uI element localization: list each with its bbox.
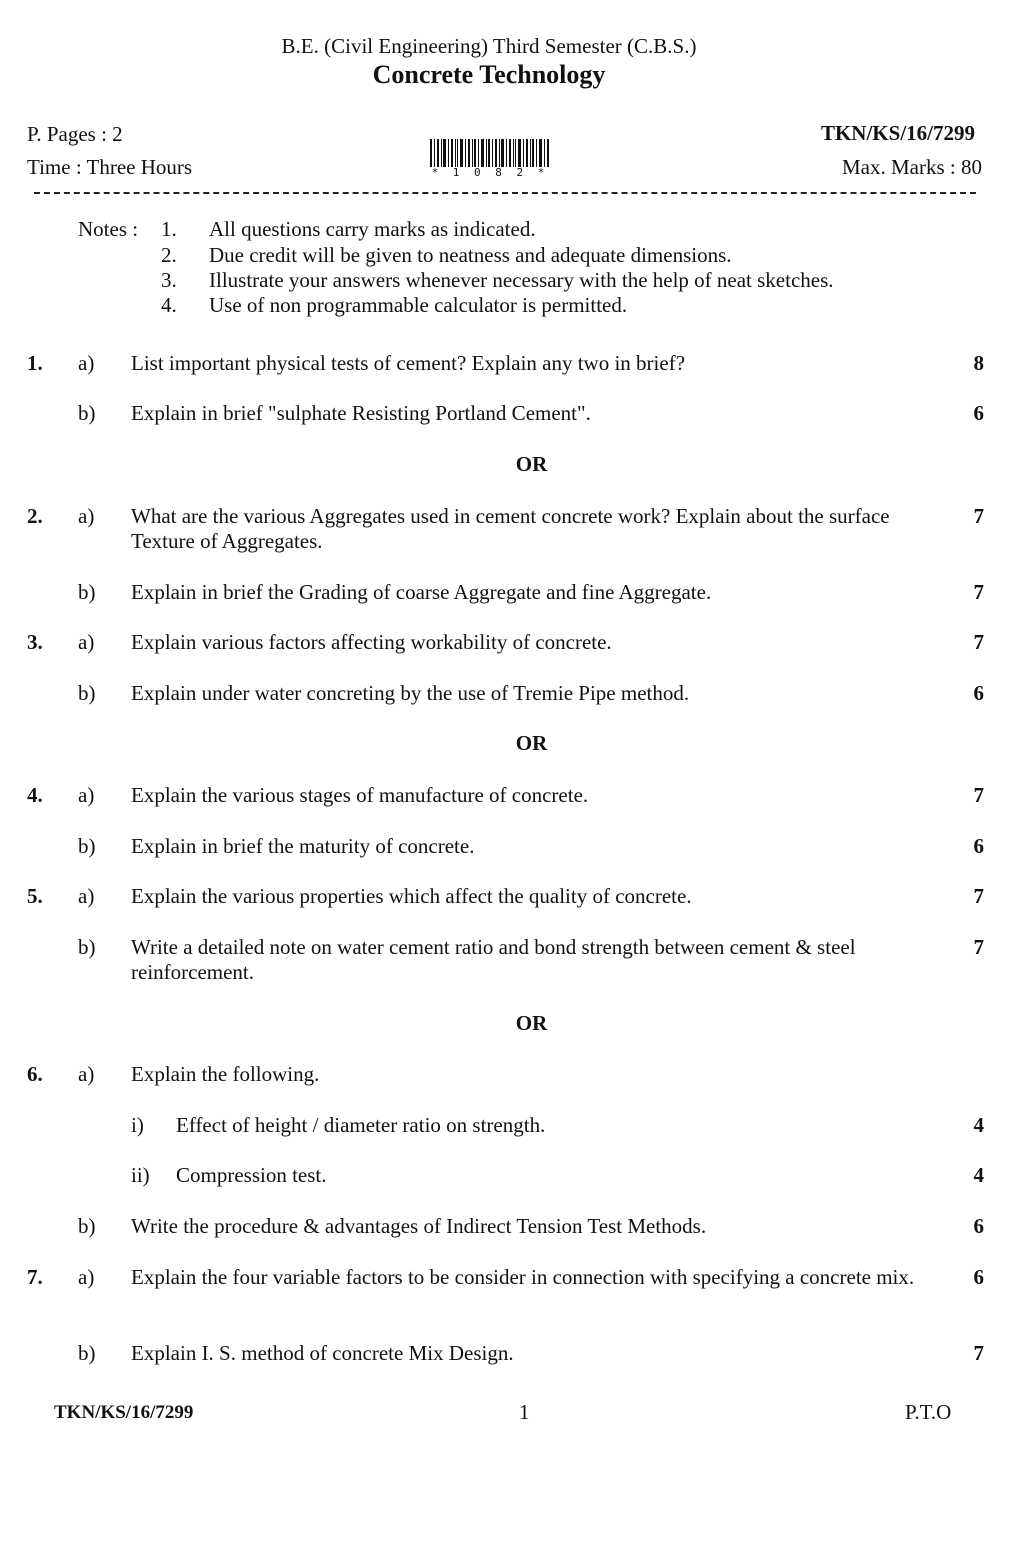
question-text: Explain the various stages of manufacture of concrete. (131, 783, 589, 807)
barcode (430, 139, 550, 167)
note-text: Due credit will be given to neatness and adequate dimensions. (209, 243, 732, 267)
header-divider (34, 192, 976, 194)
or-separator: OR (515, 731, 548, 755)
part-label: b) (78, 401, 96, 425)
question-text: Explain I. S. method of concrete Mix Design. (131, 1341, 514, 1365)
subpart-text: Compression test. (176, 1163, 327, 1187)
part-label: a) (78, 630, 95, 654)
subject-title: Concrete Technology (372, 60, 606, 89)
question-marks: 7 (973, 580, 984, 604)
part-label: a) (78, 1062, 95, 1086)
question-marks: 6 (973, 681, 984, 705)
question-marks: 7 (973, 935, 984, 959)
paper-code: TKN/KS/16/7299 (820, 121, 975, 145)
or-separator: OR (515, 452, 548, 476)
max-marks: Max. Marks : 80 (842, 155, 982, 179)
note-text: Illustrate your answers whenever necessary with the help of neat sketches. (209, 268, 834, 292)
part-label: a) (78, 1265, 95, 1289)
page-count: P. Pages : 2 (27, 122, 123, 146)
question-text: What are the various Aggregates used in cement concrete work? Explain about the surface Texture of Aggregates. (131, 504, 890, 553)
course-title: B.E. (Civil Engineering) Third Semester (C.B.S.) (281, 34, 697, 58)
question-number: 1. (27, 351, 43, 375)
subpart-text: Effect of height / diameter ratio on strength. (176, 1113, 546, 1137)
subpart-label: ii) (131, 1163, 150, 1187)
question-marks: 7 (973, 783, 984, 807)
part-label: a) (78, 884, 95, 908)
exam-duration: Time : Three Hours (27, 155, 193, 179)
footer-code: TKN/KS/16/7299 (54, 1402, 194, 1423)
question-marks: 7 (973, 504, 984, 528)
part-label: b) (78, 935, 96, 959)
question-number: 4. (27, 783, 43, 807)
question-text: Explain the four variable factors to be consider in connection with specifying a concrete mix. (131, 1265, 915, 1289)
part-label: a) (78, 504, 95, 528)
question-marks: 6 (973, 401, 984, 425)
note-text: Use of non programmable calculator is permitted. (209, 293, 628, 317)
note-number: 3. (161, 268, 177, 292)
part-label: b) (78, 580, 96, 604)
part-label: b) (78, 681, 96, 705)
question-marks: 6 (973, 1214, 984, 1238)
question-marks: 7 (973, 884, 984, 908)
question-number: 2. (27, 504, 43, 528)
question-marks: 7 (973, 1341, 984, 1365)
question-marks: 6 (973, 834, 984, 858)
notes-label: Notes : (78, 217, 139, 241)
question-text: Explain the various properties which affect the quality of concrete. (131, 884, 692, 908)
part-label: b) (78, 834, 96, 858)
part-label: a) (78, 783, 95, 807)
note-text: All questions carry marks as indicated. (209, 217, 536, 241)
note-number: 2. (161, 243, 177, 267)
question-text: Explain in brief "sulphate Resisting Portland Cement". (131, 401, 591, 425)
barcode-number: * 1 0 8 2 * (431, 166, 549, 179)
question-number: 6. (27, 1062, 43, 1086)
question-text: Explain under water concreting by the use of Tremie Pipe method. (131, 681, 690, 705)
question-marks: 6 (973, 1265, 984, 1289)
question-marks: 8 (973, 351, 984, 375)
question-text: Explain various factors affecting workability of concrete. (131, 630, 612, 654)
part-label: b) (78, 1214, 96, 1238)
question-marks: 7 (973, 630, 984, 654)
note-number: 1. (161, 217, 177, 241)
question-text: Write the procedure & advantages of Indirect Tension Test Methods. (131, 1214, 707, 1238)
question-marks: 4 (973, 1113, 984, 1137)
question-number: 5. (27, 884, 43, 908)
part-label: b) (78, 1341, 96, 1365)
question-text: Explain the following. (131, 1062, 320, 1086)
question-text: List important physical tests of cement? Explain any two in brief? (131, 351, 686, 375)
page-number: 1 (519, 1400, 530, 1424)
question-text: Write a detailed note on water cement ratio and bond strength between cement & steel reinforcement. (131, 935, 856, 984)
part-label: a) (78, 351, 95, 375)
subpart-label: i) (131, 1113, 144, 1137)
pto-label: P.T.O (905, 1400, 952, 1424)
question-text: Explain in brief the maturity of concrete. (131, 834, 475, 858)
question-marks: 4 (973, 1163, 984, 1187)
or-separator: OR (515, 1011, 548, 1035)
question-text: Explain in brief the Grading of coarse Aggregate and fine Aggregate. (131, 580, 712, 604)
note-number: 4. (161, 293, 177, 317)
question-number: 7. (27, 1265, 43, 1289)
question-number: 3. (27, 630, 43, 654)
